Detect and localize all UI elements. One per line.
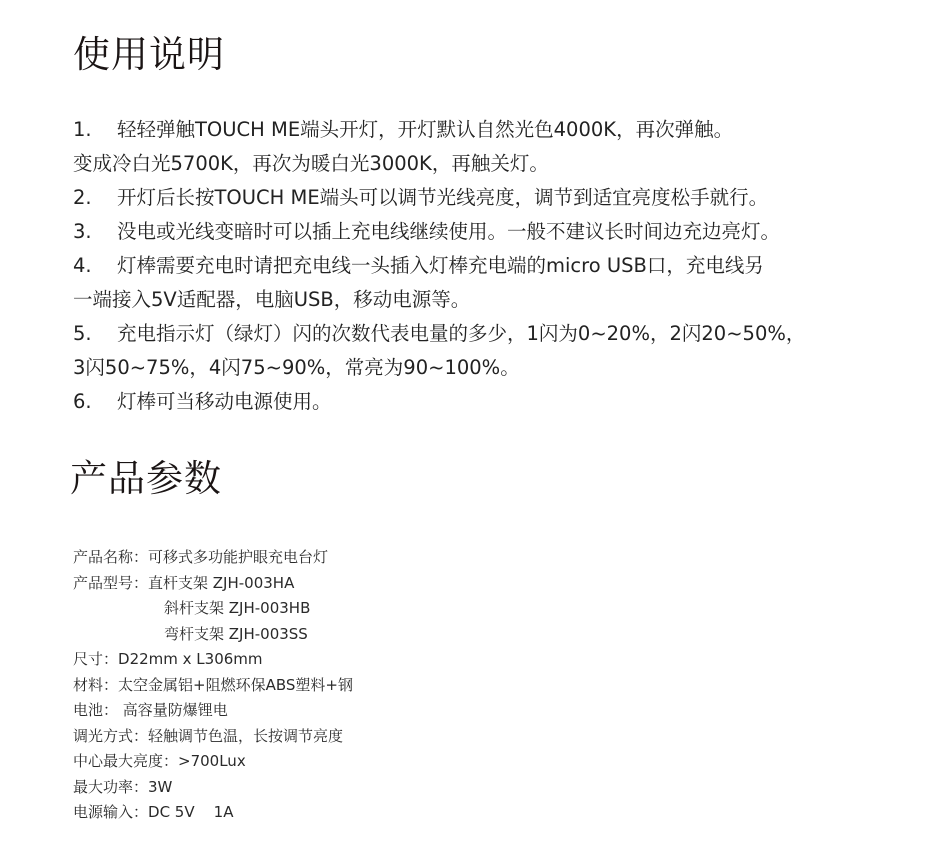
param-value: 直杆支架 ZJH-003HA	[148, 573, 295, 592]
instruction-item-1	[73, 113, 923, 147]
item-text: 灯棒可当移动电源使用。	[117, 390, 332, 413]
instruction-item-5	[73, 317, 923, 351]
item-number: 1.	[73, 118, 92, 141]
item-text: 没电或光线变暗时可以插上充电线继续使用。一般不建议长时间边充边亮灯。	[117, 220, 781, 243]
item-text: 3闪50~75%，4闪75~90%，常亮为90~100%。	[73, 356, 520, 379]
param-row-model-2	[73, 596, 353, 622]
param-value: DC 5V 1A	[148, 803, 234, 821]
param-label: 电池：	[73, 701, 119, 719]
param-label: 电源输入：	[73, 803, 149, 821]
param-row-dimming	[73, 724, 353, 750]
param-row-name	[73, 545, 353, 571]
item-number: 4.	[73, 254, 92, 277]
param-row-size	[73, 647, 353, 673]
param-value: 可移式多功能护眼充电台灯	[148, 548, 329, 566]
instruction-item-4-continued	[73, 283, 923, 317]
param-row-power	[73, 775, 353, 801]
param-label: 产品型号：	[73, 573, 149, 592]
instruction-item-6	[73, 385, 923, 419]
instruction-item-4	[73, 249, 923, 283]
param-label: 材料：	[73, 675, 119, 694]
instruction-item-1-continued	[73, 147, 923, 181]
param-row-model	[73, 571, 353, 597]
param-value: 轻触调节色温，长按调节亮度	[148, 726, 344, 745]
param-value: 3W	[148, 777, 173, 796]
item-number: 3.	[73, 220, 92, 243]
param-value: D22mm x L306mm	[118, 650, 263, 668]
param-value: 斜杆支架 ZJH-003HB	[164, 599, 311, 617]
param-label: 最大功率：	[73, 777, 149, 796]
instruction-item-2	[73, 181, 923, 215]
param-value: >700Lux	[178, 752, 246, 770]
product-parameters-list	[73, 545, 353, 826]
param-row-battery	[73, 698, 353, 724]
param-row-model-3	[73, 622, 353, 648]
param-label: 尺寸：	[73, 650, 119, 668]
item-text: 开灯后长按TOUCH ME端头可以调节光线亮度，调节到适宜亮度松手就行。	[117, 186, 769, 209]
item-number: 6.	[73, 390, 92, 413]
item-number: 5.	[73, 322, 92, 345]
usage-instructions-list	[73, 113, 923, 419]
item-text: 轻轻弹触TOUCH ME端头开灯，开灯默认自然光色4000K，再次弹触。	[117, 118, 734, 141]
instruction-item-3	[73, 215, 923, 249]
param-label: 产品名称：	[73, 548, 149, 566]
item-text: 灯棒需要充电时请把充电线一头插入灯棒充电端的micro USB口，充电线另	[117, 254, 764, 277]
item-text: 一端接入5V适配器，电脑USB，移动电源等。	[73, 288, 471, 311]
param-value: 弯杆支架 ZJH-003SS	[164, 624, 308, 643]
param-row-material	[73, 673, 353, 699]
param-row-brightness	[73, 749, 353, 775]
param-value: 高容量防爆锂电	[118, 701, 228, 719]
item-number: 2.	[73, 186, 92, 209]
item-text: 变成冷白光5700K，再次为暖白光3000K，再触关灯。	[73, 152, 549, 175]
param-row-input	[73, 800, 353, 826]
product-parameters-title: 产品参数	[70, 457, 222, 500]
item-text: 充电指示灯（绿灯）闪的次数代表电量的多少，1闪为0~20%，2闪20~50%，	[117, 322, 806, 345]
instruction-item-5-continued	[73, 351, 923, 385]
param-label: 调光方式：	[73, 726, 149, 745]
param-value: 太空金属铝+阻燃环保ABS塑料+钢	[118, 675, 353, 694]
param-label: 中心最大亮度：	[73, 752, 179, 770]
usage-instructions-title: 使用说明	[73, 33, 225, 76]
